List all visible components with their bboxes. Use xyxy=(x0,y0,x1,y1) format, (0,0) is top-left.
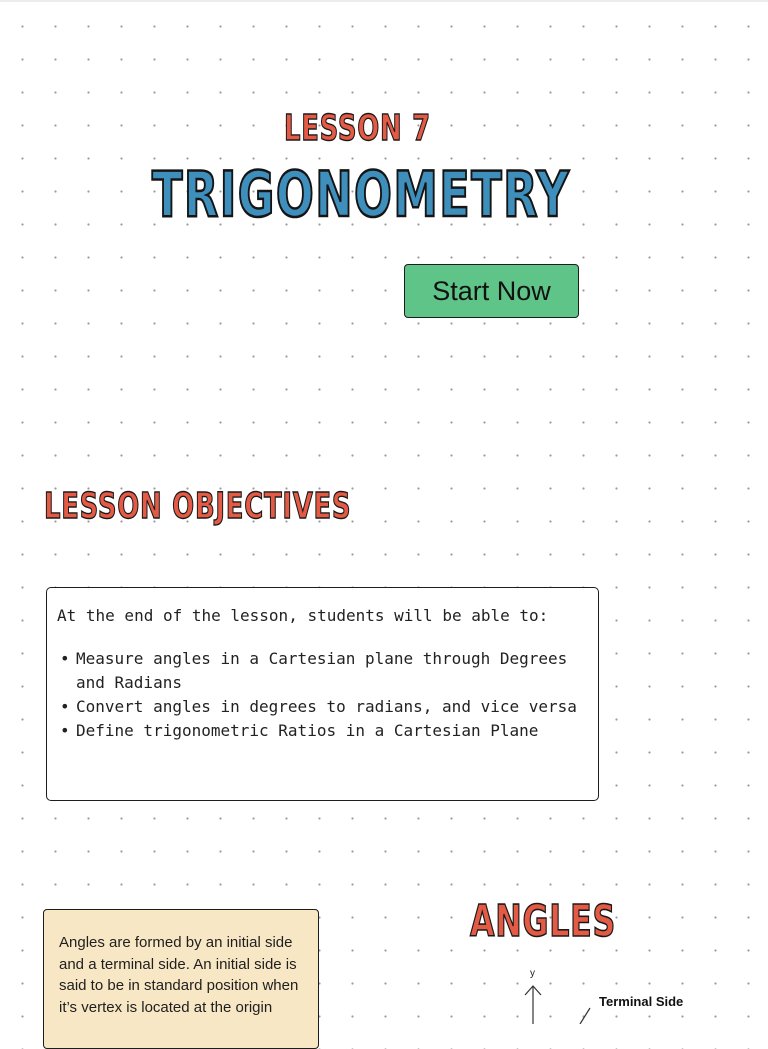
angles-description-card xyxy=(43,909,319,1049)
start-now-button[interactable]: Start Now xyxy=(404,264,579,318)
lesson-objectives-heading: LESSON OBJECTIVES xyxy=(44,486,352,527)
objectives-card xyxy=(46,587,599,801)
y-axis-label: y xyxy=(530,968,535,979)
objective-item: • Define trigonometric Ratios in a Cartesian Plane xyxy=(57,719,588,743)
terminal-side-pointer xyxy=(580,1008,590,1024)
terminal-side-label: Terminal Side xyxy=(599,994,684,1009)
angles-description: Angles are formed by an initial side and a terminal side. An initial side is said to be in standard position when it’s vertex is located at the origin xyxy=(59,934,299,1016)
page-title: TRIGONOMETRY xyxy=(152,158,571,231)
objective-item: • Measure angles in a Cartesian plane through Degrees and Radians xyxy=(57,647,588,695)
top-divider xyxy=(0,0,768,2)
lesson-number-label: LESSON 7 xyxy=(284,108,431,149)
objective-item: • Convert angles in degrees to radians, and vice versa xyxy=(57,695,588,719)
angles-heading: ANGLES xyxy=(470,896,617,947)
objectives-intro: At the end of the lesson, students will be able to: xyxy=(57,606,549,625)
objectives-list xyxy=(57,647,588,743)
angle-diagram xyxy=(520,962,740,1024)
